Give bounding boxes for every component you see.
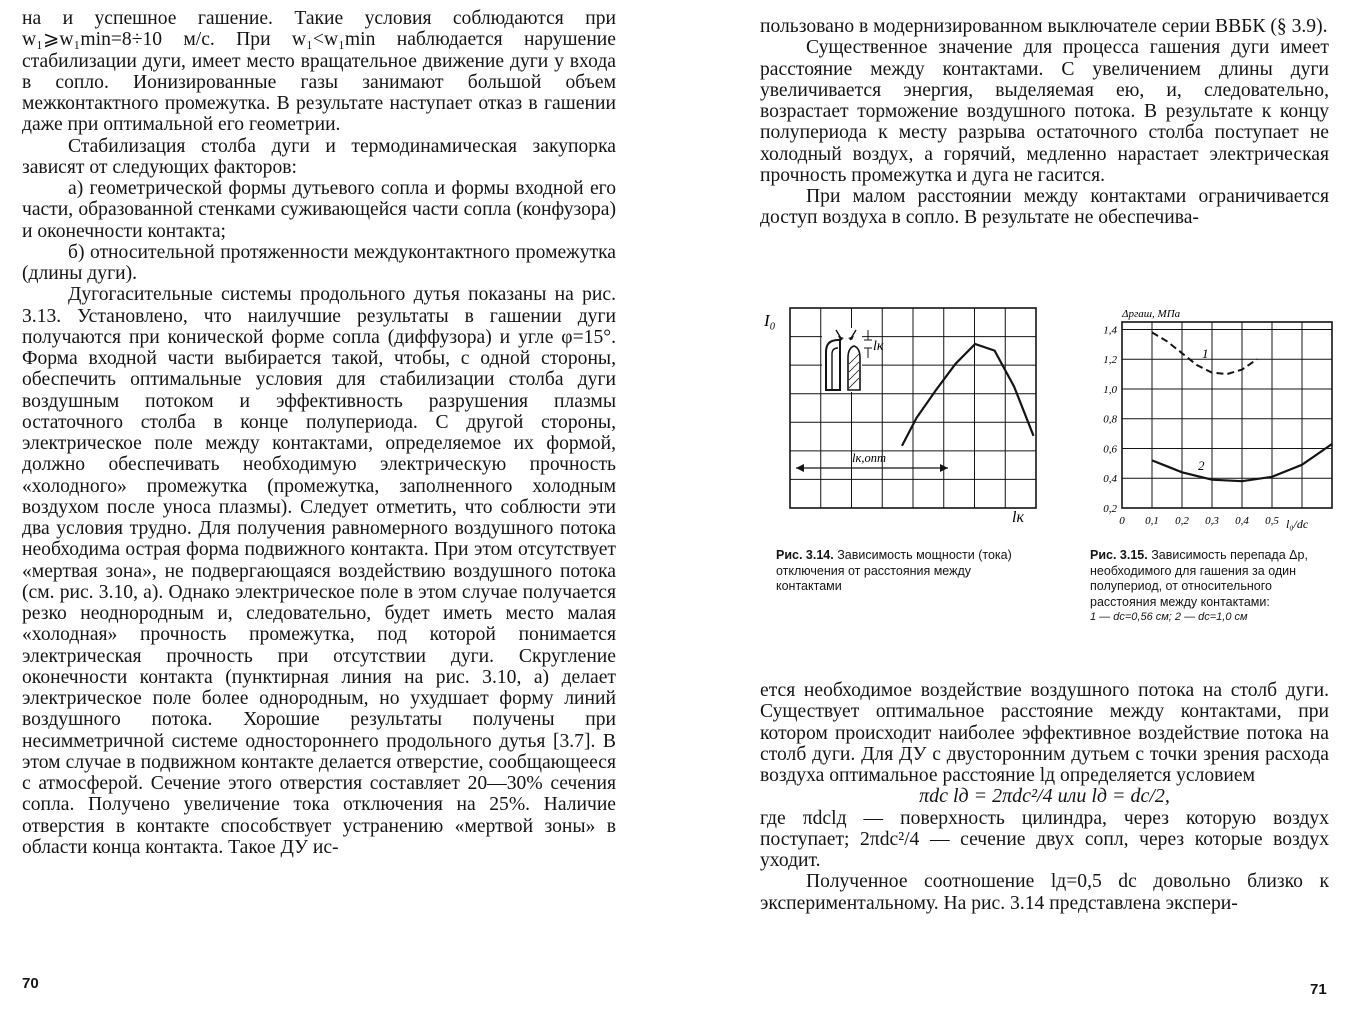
paragraph: Стабилизация столба дуги и термодинамическая закупорка зависят от следующих факторов: (22, 135, 616, 178)
caption-fig-3-15 (1090, 548, 1340, 626)
figure-3-15 (1090, 300, 1340, 540)
fig2-x-tick-label: 0,4 (1235, 515, 1249, 527)
fig2-curve-1-label: 1 (1202, 346, 1209, 361)
fig2-x-tick-label: 0,1 (1145, 515, 1159, 527)
paragraph: При малом расстоянии между контактами ограничивается доступ воздуха в сопло. В результате не обеспечива- (760, 186, 1329, 229)
fig2-x-tick-label: 0 (1119, 515, 1125, 527)
fig1-dim-label: lк (873, 339, 884, 354)
fig2-y-tick-label: 1,0 (1103, 383, 1117, 396)
fig1-curve (902, 344, 1034, 446)
caption-fig-3-15-label: Рис. 3.15. (1090, 548, 1148, 562)
fig2-x-tick-label: 0,2 (1175, 515, 1189, 527)
formula: πdс lд = 2πdс²/4 или lд = dс/2, (919, 785, 1170, 808)
paragraph: а) геометрической формы дутьевого сопла и формы входной его части, образованной стенками суживающейся части сопла (конфузора) и оконечности контакта; (22, 178, 616, 242)
right-page-text-top (760, 16, 1329, 229)
fig2-x-label: l₀/dс (1286, 517, 1309, 531)
fig2-y-tick-label: 0,6 (1103, 443, 1117, 456)
fig1-opt-label: lк,опт (852, 451, 886, 465)
fig2-y-tick-label: 0,2 (1103, 503, 1117, 515)
paragraph: Дугогасительные системы продольного дутья показаны на рис. 3.13. Установлено, что наилучшие результаты в гашении дуги получаются при конической форме сопла (диффузора) и угле φ=15°. Форма входной части выбирается такой, чтобы, с одной стороны, обеспечить оптимальные условия для стабилизации столба дуги воздушным потоком и эффективность разрушения плазмы остаточного столба в конце полупериода. С другой стороны, электрическое поле между контактами, определяемое их формой, должно обеспечивать необходимую электрическую прочность «холодного» промежутка (промежутка, заполненного холодным воздухом после уноса плазмы). Следует отметить, что соблюсти эти два условия трудно. Для получения равномерного воздушного потока необходима острая форма подвижного контакта. При этом отсутствует «мертвая зона», не подвергающаяся воздействию воздушного потока (см. рис. 3.10, а). Однако электрическое поле в этом случае получается резко неоднородным и, следовательно, будет иметь место малая «холодная» прочность промежутка, под которой понимается электрическая прочность при отсутствии дуги. Скругление оконечности контакта (пунктирная линия на рис. 3.10, а) делает электрическое поле более однородным, но ухудшает форму линий воздушного потока. Хорошие результаты получены при несимметричной системе одностороннего продольного дутья [3.7]. В этом случае в подвижном контакте делается отверстие, сообщающееся с атмосферой. Сечение этого отверстия составляет 20—30% сечения сопла. Получено увеличение тока отключения на 25%. Наличие отверстия в контакте способствует устранению «мертвой зоны» в области конца контакта. Такое ДУ ис- (22, 284, 616, 858)
paragraph: Существенное значение для процесса гашения дуги имеет расстояние между контактами. С увеличением длины дуги увеличивается энергия, выделяемая ею, и, следовательно, возрастает торможение воздушного потока. В результате к концу полупериода к месту разрыва остаточного столба поступает не холодный воздух, а горячий, медленно нарастает электрическая прочность промежутка и дуга не гасится. (760, 37, 1329, 186)
fig2-y-tick-label: 0,4 (1103, 473, 1117, 486)
page-number-right: 71 (1310, 981, 1327, 998)
right-page (680, 0, 1360, 1009)
caption-fig-3-15-note: 1 — dс=0,56 см; 2 — dс=1,0 см (1090, 611, 1248, 623)
fig2-x-ticks (1119, 515, 1279, 527)
fig2-y-tick-label: 1,2 (1103, 354, 1117, 367)
fig2-curve-2-label: 2 (1198, 458, 1205, 473)
fig2-y-tick-label: 0,8 (1103, 413, 1117, 426)
paragraph: пользовано в модернизированном выключателе серии ВВБК (§ 3.9). (760, 16, 1328, 37)
right-page-text-bottom (760, 680, 1329, 914)
caption-fig-3-14-text: Зависимость мощности (тока) отключения от расстояния между контактами (776, 548, 1012, 593)
fig2-y-tick-label: 1,4 (1103, 324, 1117, 337)
paragraph: б) относительной протяженности междуконтактного промежутка (длины дуги). (22, 241, 616, 284)
caption-fig-3-14-label: Рис. 3.14. (776, 548, 834, 562)
paragraph: на и успешное гашение. Такие условия соблюдаются при w₁⩾w₁min=8÷10 м/с. При w₁<w₁min наблюдается нарушение стабилизации дуги, имеет место вращательное движение дуги у входа в сопло. Ионизированные газы занимают большой объем межконтактного промежутка. В результате наступает отказ в гашении даже при оптимальной его геометрии. (22, 8, 616, 136)
contact-sketch-icon (822, 328, 872, 392)
paragraph: ется необходимое воздействие воздушного потока на столб дуги. Существует оптимальное расстояние между контактами, при котором происходит наиболее эффективное воздействие потока на столб дуги. Для ДУ с двусторонним дутьем с точки зрения расхода воздуха оптимальное расстояние lд определяется условием (760, 680, 1329, 786)
left-page-text (22, 8, 616, 858)
page-number-left: 70 (22, 975, 39, 992)
fig2-y-label: Δpгаш, МПа (1122, 308, 1181, 320)
fig2-x-tick-label: 0,5 (1265, 515, 1279, 527)
fig1-y-label: I₀ (764, 311, 776, 330)
caption-fig-3-14 (776, 548, 1016, 595)
paragraph: Полученное соотношение lд=0,5 dс довольно близко к экспериментальному. На рис. 3.14 представлена экспери- (760, 871, 1329, 914)
paragraph: где πdсlд — поверхность цилиндра, через которую воздух поступает; 2πdс²/4 — сечение двух сопл, через которые воздух уходит. (760, 807, 1329, 871)
caption-fig-3-15-text: Зависимость перепада Δp, необходимого для гашения за один полупериод, от относительного расстояния между контактами: (1090, 548, 1308, 609)
figure-3-14 (760, 300, 1060, 540)
fig1-x-label: lк (1012, 509, 1024, 526)
fig2-y-ticks (1103, 324, 1117, 515)
fig2-x-tick-label: 0,3 (1205, 515, 1219, 527)
